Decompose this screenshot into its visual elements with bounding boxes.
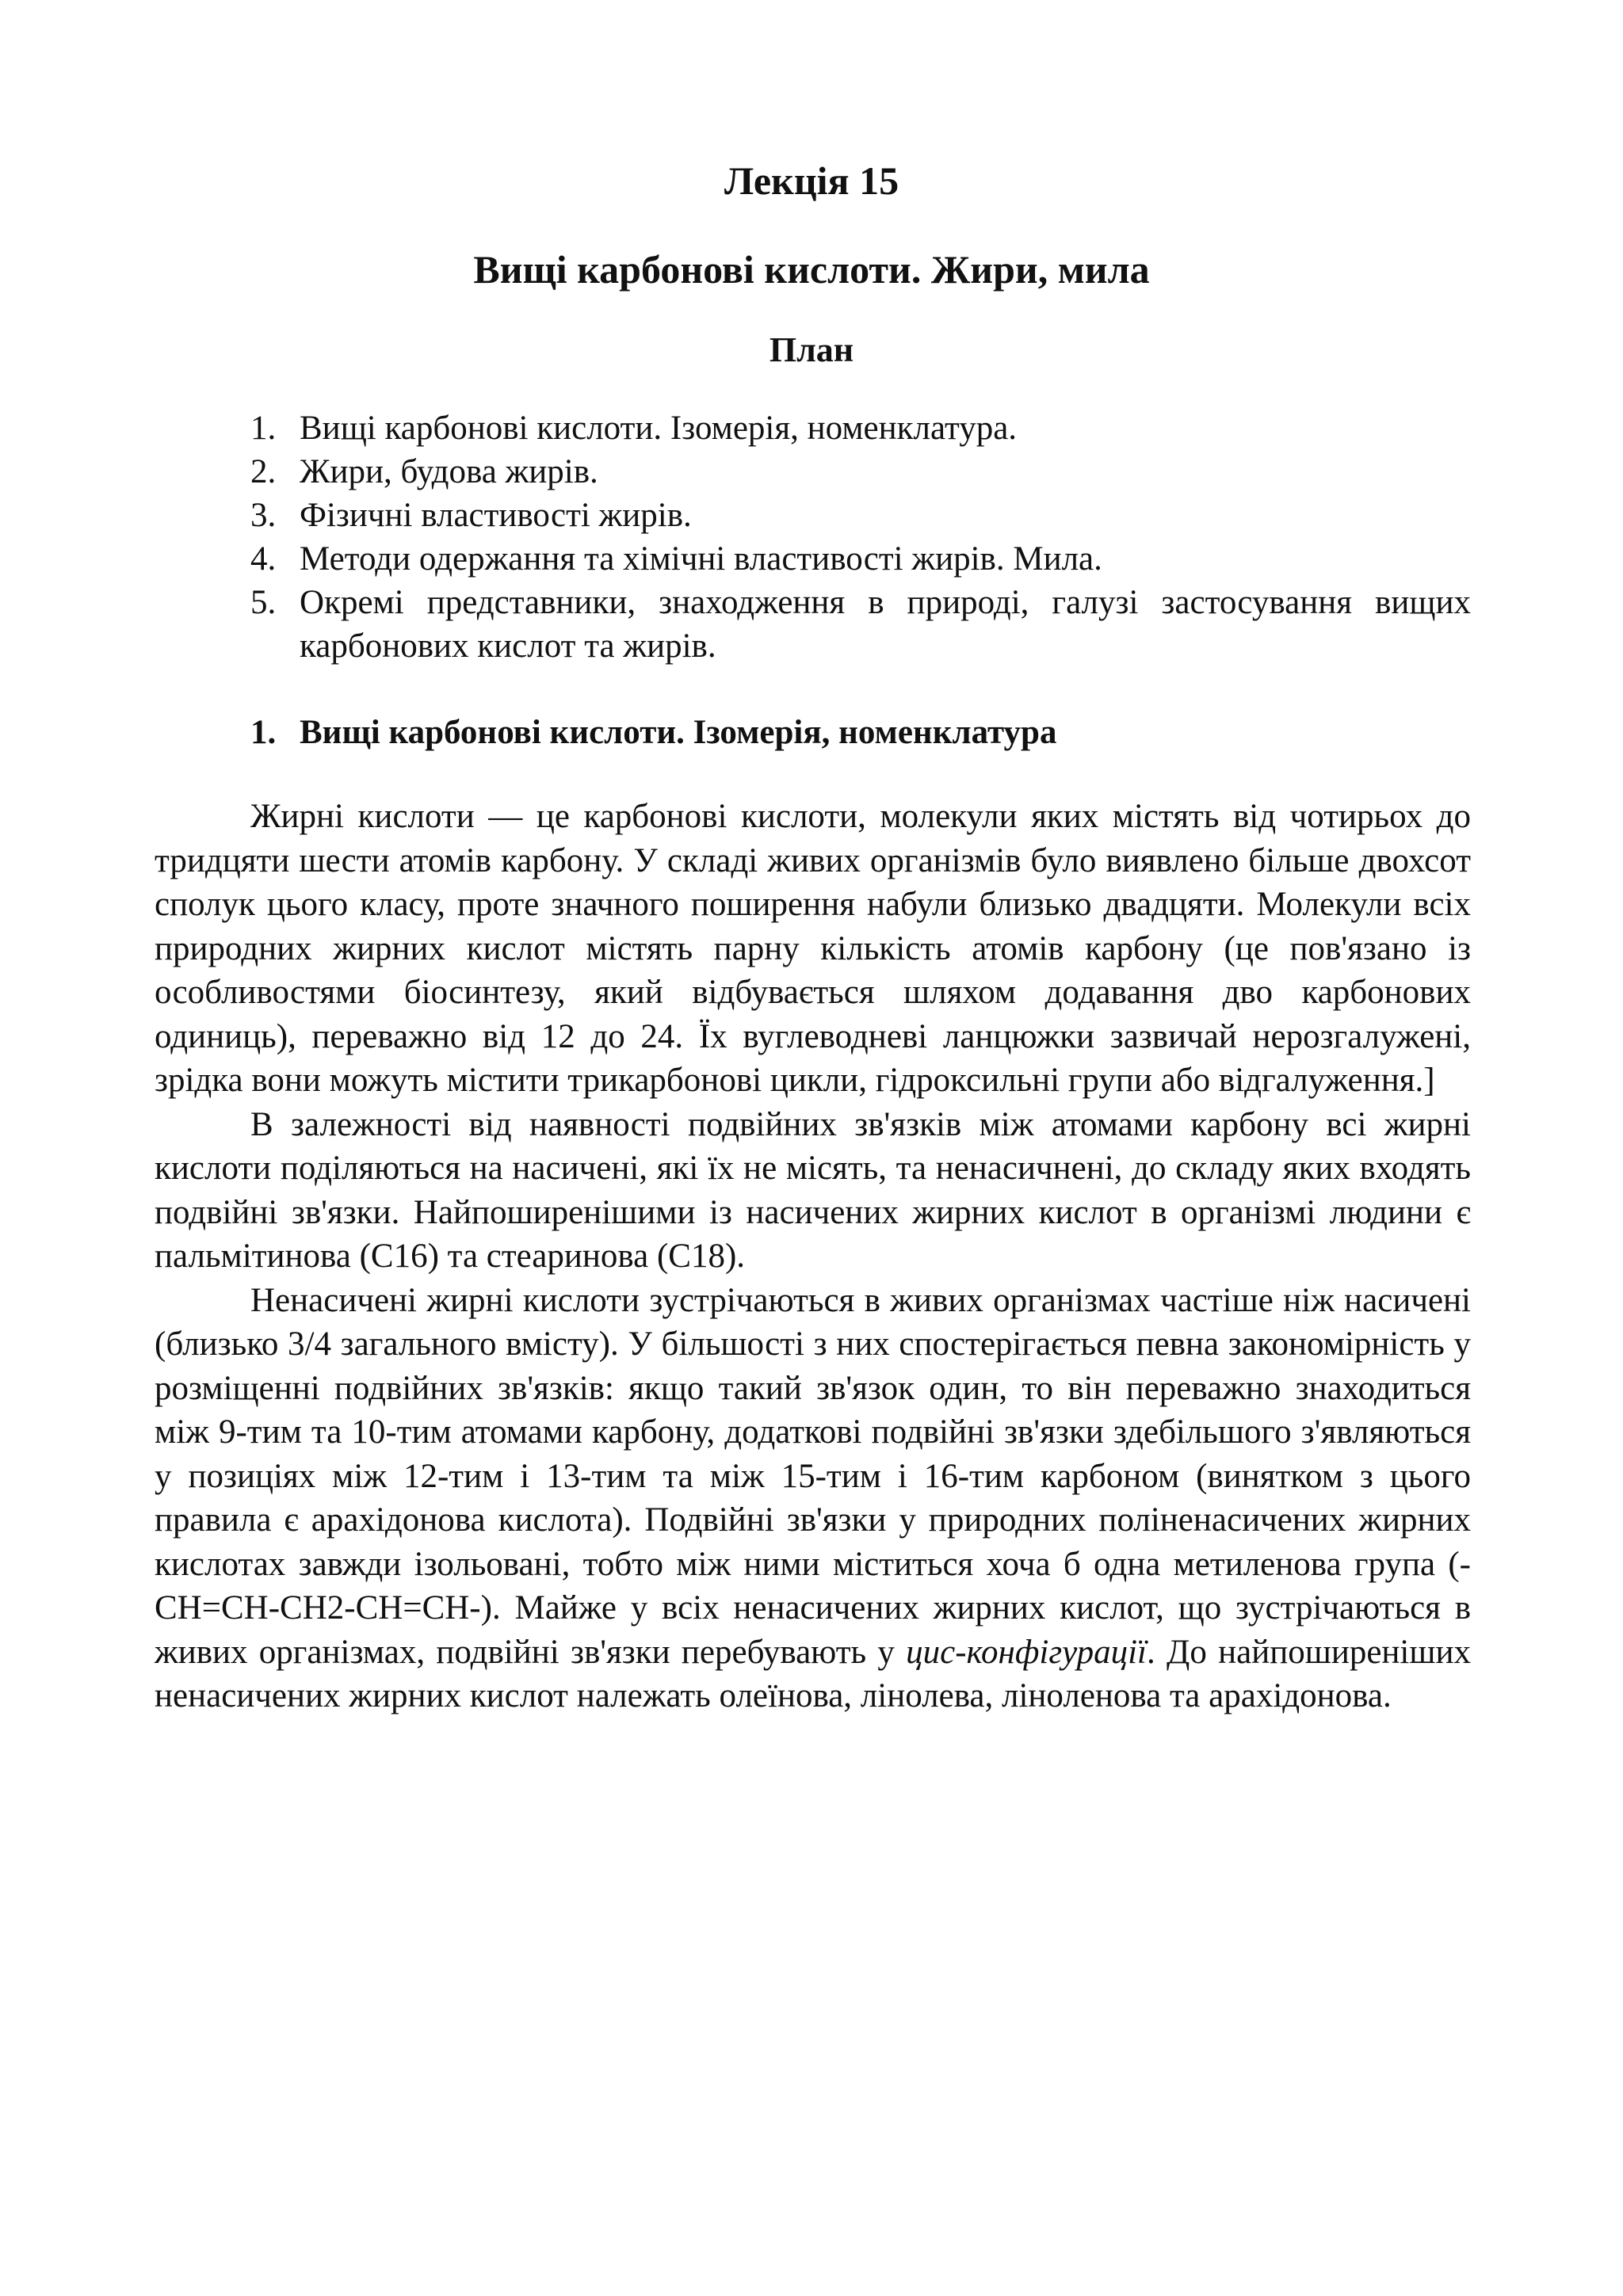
lecture-title: Вищі карбонові кислоти. Жири, мила (473, 247, 1150, 292)
plan-item-text: Методи одержання та хімічні властивості жирів. Мила. (300, 540, 1102, 578)
paragraph-text-part: Ненасичені жирні кислоти зустрічаються в живих організмах частіше ніж насичені (близько 3/4 загального вмісту). У більшості з них спостерігається певна закономірність у розміщенні подвійних зв'язків: якщо такий зв'язок один, то він переважно знаходиться між 9-тим та 10-тим атомами карбону, додаткові подвійні зв'язки здебільшого з'являються у позиціях між 12-тим і 13-тим та між 15-тим і 16-тим карбоном (винятком з цього правила є арахідонова кислота). Подвійні зв'язки у природних поліненасичених жирних кислотах завжди ізольовані, тобто між ними міститься хоча б одна метиленова група (-СН=СН-СН2-СН=СН-). Майже у всіх ненасичених жирних кислот, що зустрічаються в живих організмах, подвійні зв'язки перебувають у (155, 1281, 1471, 1671)
plan-item (250, 494, 1471, 537)
plan-item-number: 5. (250, 584, 277, 621)
plan-item-number: 3. (250, 497, 277, 534)
plan-title: План (769, 330, 854, 369)
paragraph-text-part: . До найпоширеніших ненасичених жирних кислот належать олеїнова, лінолева, ліноленова та арахідонова. (155, 1633, 1472, 1714)
plan-item-number: 1. (250, 410, 277, 447)
plan-item (250, 450, 1471, 494)
plan-list (250, 406, 1471, 668)
paragraph-saturated-unsaturated: В залежності від наявності подвійних зв'язків між атомами карбону всі жирні кислоти поділяються на насичені, які їх не місять, та ненасичнені, до складу яких входять подвійні зв'язки. Найпоширенішими із насичених жирних кислот в організмі людини є пальмітинова (С16) та стеаринова (С18). (155, 1105, 1471, 1275)
section-heading (250, 709, 1471, 757)
plan-item-text: Фізичні властивості жирів. (300, 497, 692, 534)
plan-item-number: 4. (250, 540, 277, 578)
plan-item-text: Вищі карбонові кислоти. Ізомерія, номенклатура. (300, 410, 1018, 447)
plan-item-text: Жири, будова жирів. (300, 453, 598, 490)
plan-item (250, 581, 1471, 668)
lecture-number: Лекція 15 (724, 158, 899, 203)
paragraph-fatty-acids-definition: Жирні кислоти — це карбонові кислоти, молекули яких містять від чотирьох до тридцяти шести атомів карбону. У складі живих організмів було виявлено більше двохсот сполук цього класу, проте значного поширення набули близько двадцяти. Молекули всіх природних жирних кислот містять парну кількість атомів карбону (це пов'язано із особливостями біосинтезу, який відбувається шляхом додавання дво карбонових одиниць), переважно від 12 до 24. Їх вуглеводневі ланцюжки зазвичай нерозгалужені, зрідка вони можуть містити трикарбонові цикли, гідроксильні групи або відгалуження.] (155, 798, 1471, 1099)
section-body (155, 795, 1471, 1718)
paragraph-unsaturated-acids (155, 1279, 1471, 1718)
plan-item-text: Окремі представники, знаходження в природі, галузі застосування вищих карбонових кислот та жирів. (300, 584, 1471, 665)
section-number: 1. (250, 714, 277, 751)
plan-item (250, 406, 1471, 450)
italic-term: цис-конфігурації (906, 1633, 1148, 1671)
plan-item (250, 537, 1471, 581)
section-heading-text: Вищі карбонові кислоти. Ізомерія, номенклатура (300, 714, 1057, 751)
plan-item-number: 2. (250, 453, 277, 490)
